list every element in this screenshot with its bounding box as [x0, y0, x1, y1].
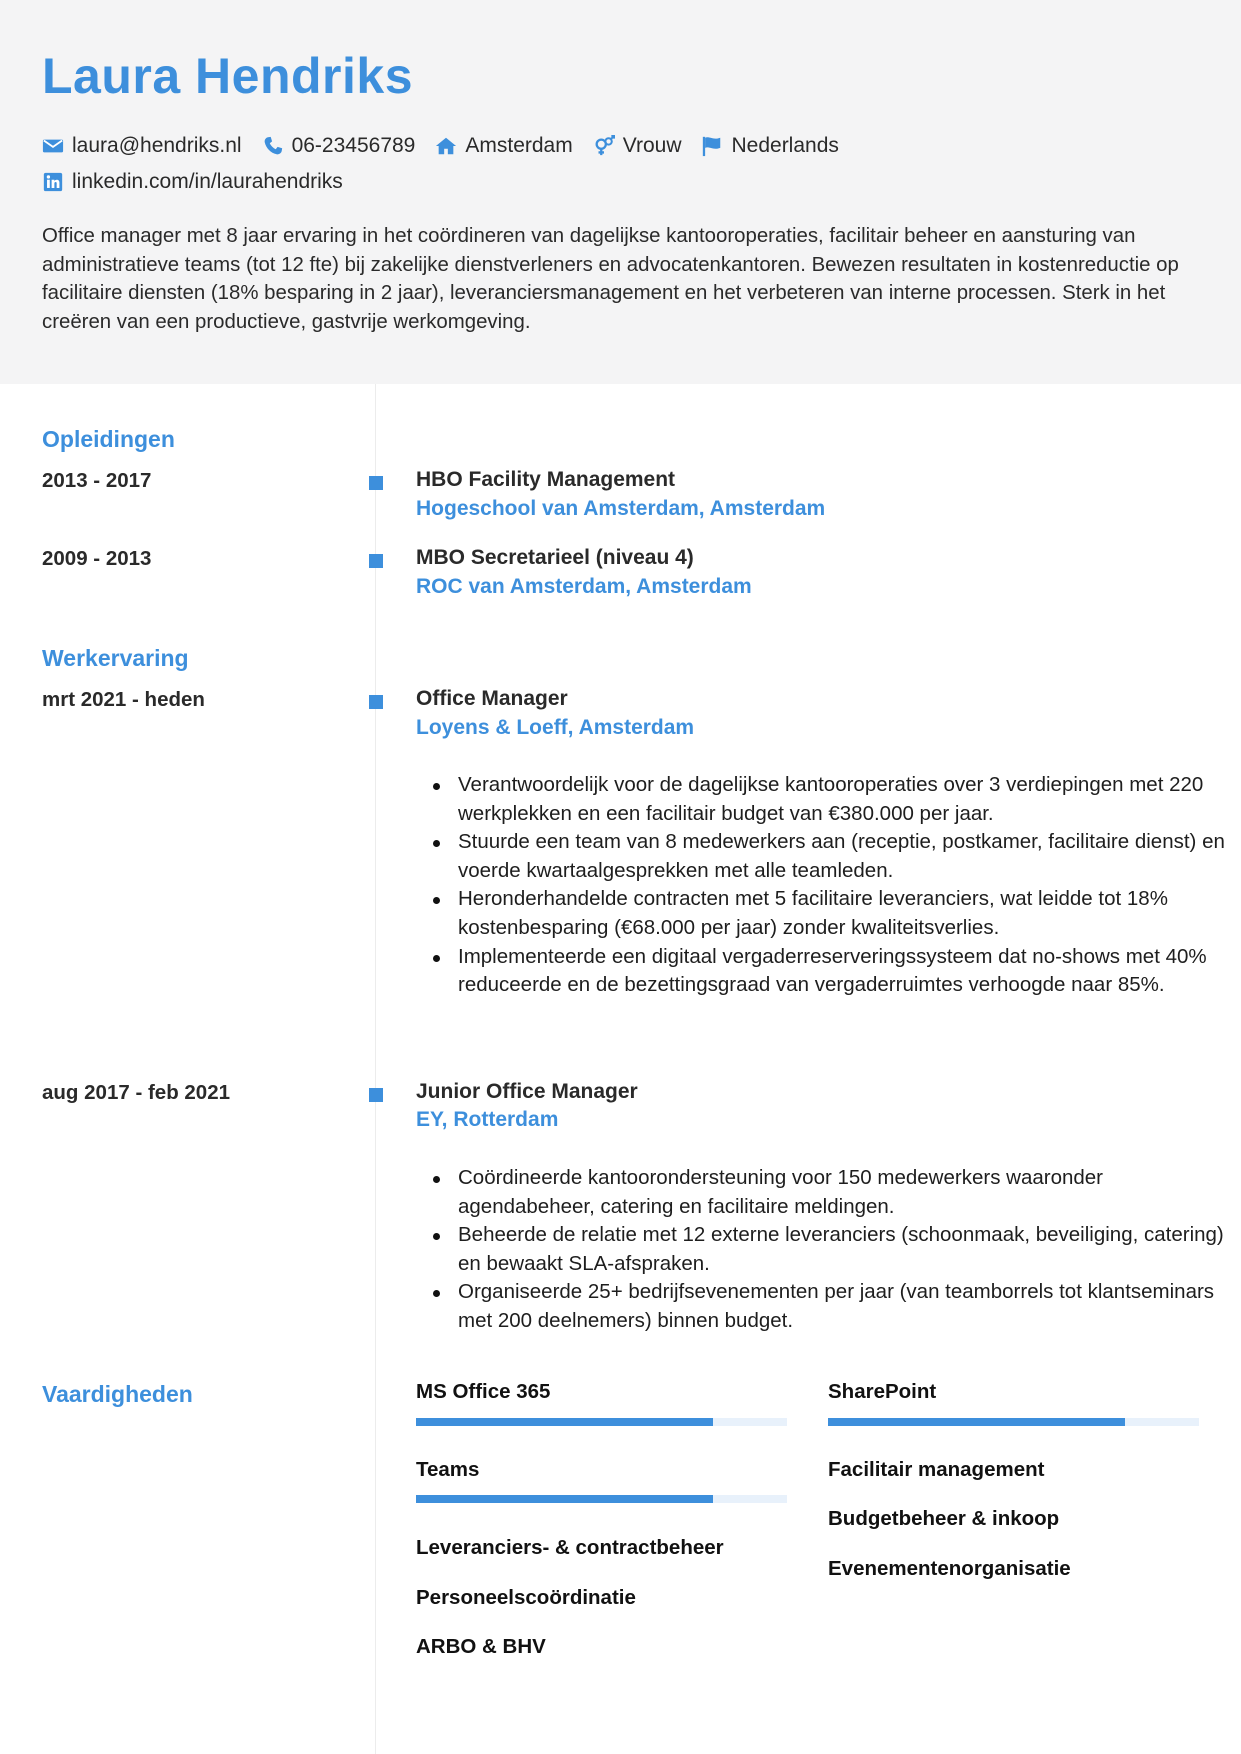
phone-icon	[262, 135, 284, 157]
section-title-education: Opleidingen	[42, 426, 175, 452]
timeline-marker	[369, 695, 383, 709]
education-degree: HBO Facility Management	[416, 468, 676, 491]
timeline-divider	[375, 384, 376, 1754]
flag-icon	[701, 135, 723, 157]
list-item: Beheerde de relatie met 12 externe leveranciers (schoonmaak, beveiliging, catering) en bewaakt SLA-afspraken.	[458, 1221, 1238, 1278]
education-school: ROC van Amsterdam, Amsterdam	[416, 575, 752, 598]
job-responsibilities	[416, 771, 1238, 1000]
resume-header	[0, 0, 1241, 384]
contact-gender	[593, 134, 682, 158]
section-title-experience: Werkervaring	[42, 645, 189, 671]
skill-name: Leveranciers- & contractbeheer	[416, 1536, 724, 1559]
education-date: 2009 - 2013	[42, 547, 152, 570]
job-date: mrt 2021 - heden	[42, 688, 205, 711]
job-responsibilities	[416, 1164, 1238, 1336]
list-item: Coördineerde kantoorondersteuning voor 150 medewerkers waaronder agendabeheer, catering en facilitaire meldingen.	[458, 1164, 1238, 1221]
city-text: Amsterdam	[465, 134, 573, 157]
email-text: laura@hendriks.nl	[72, 134, 242, 157]
timeline-marker	[369, 554, 383, 568]
skill-name: Personeelscoördinatie	[416, 1586, 636, 1609]
skill-level-bar	[828, 1418, 1199, 1426]
job-company: Loyens & Loeff, Amsterdam	[416, 716, 695, 739]
job-company: EY, Rotterdam	[416, 1108, 559, 1131]
skill-level-fill	[828, 1418, 1125, 1426]
list-item: Implementeerde een digitaal vergaderreserveringssysteem dat no-shows met 40% reduceerde en de bezettingsgraad van vergaderruimtes verhoogde naar 85%.	[458, 943, 1238, 1000]
section-title-skills: Vaardigheden	[42, 1381, 193, 1407]
contact-nationality	[701, 134, 838, 158]
candidate-name: Laura Hendriks	[42, 48, 414, 104]
contact-row-2	[42, 164, 1199, 200]
contact-email[interactable]	[42, 134, 242, 158]
skill-name: Facilitair management	[828, 1458, 1045, 1481]
linkedin-icon	[42, 171, 64, 193]
skill-level-fill	[416, 1495, 713, 1503]
list-item: Organiseerde 25+ bedrijfsevenementen per jaar (van teamborrels tot klantseminars met 200 deelnemers) binnen budget.	[458, 1278, 1238, 1335]
phone-text: 06-23456789	[291, 134, 416, 157]
list-item: Stuurde een team van 8 medewerkers aan (receptie, postkamer, facilitaire dienst) en voerde kwartaalgesprekken met alle teamleden.	[458, 828, 1238, 885]
timeline-marker	[369, 476, 383, 490]
home-icon	[435, 135, 457, 157]
contact-row-1	[42, 128, 1199, 164]
contact-linkedin[interactable]	[42, 170, 343, 194]
gender-text: Vrouw	[622, 134, 682, 157]
job-role: Office Manager	[416, 687, 568, 710]
education-school: Hogeschool van Amsterdam, Amsterdam	[416, 497, 826, 520]
envelope-icon	[42, 135, 64, 157]
contact-info	[42, 128, 1199, 200]
contact-city	[435, 134, 572, 158]
education-degree: MBO Secretarieel (niveau 4)	[416, 546, 694, 569]
education-date: 2013 - 2017	[42, 469, 152, 492]
skill-name: MS Office 365	[416, 1380, 551, 1403]
skill-name: ARBO & BHV	[416, 1635, 546, 1658]
list-item: Heronderhandelde contracten met 5 facilitaire leveranciers, wat leidde tot 18% kostenbesparing (€68.000 per jaar) zonder kwaliteitsverlies.	[458, 885, 1238, 942]
skill-level-bar	[416, 1418, 787, 1426]
nationality-text: Nederlands	[731, 134, 839, 157]
timeline-marker	[369, 1088, 383, 1102]
linkedin-text: linkedin.com/in/laurahendriks	[72, 170, 343, 193]
skill-name: Teams	[416, 1458, 480, 1481]
profile-summary: Office manager met 8 jaar ervaring in het coördineren van dagelijkse kantooroperaties, facilitair beheer en aansturing van administratieve teams (tot 12 fte) bij zakelijke dienstverleners en advocatenkantoren. Bewezen resultaten in kostenreductie op facilitaire diensten (18% besparing in 2 jaar), leveranciersmanagement en het verbeteren van interne processen. Sterk in het creëren van een productieve, gastvrije werkomgeving.	[42, 225, 1179, 333]
job-role: Junior Office Manager	[416, 1080, 638, 1103]
gender-icon	[593, 135, 615, 157]
skill-name: SharePoint	[828, 1380, 937, 1403]
skill-level-fill	[416, 1418, 713, 1426]
skill-name: Evenementenorganisatie	[828, 1557, 1071, 1580]
contact-phone[interactable]	[262, 134, 416, 158]
skill-level-bar	[416, 1495, 787, 1503]
skill-name: Budgetbeheer & inkoop	[828, 1507, 1060, 1530]
job-date: aug 2017 - feb 2021	[42, 1081, 231, 1104]
list-item: Verantwoordelijk voor de dagelijkse kantooroperaties over 3 verdiepingen met 220 werkplekken en een facilitair budget van €380.000 per jaar.	[458, 771, 1238, 828]
